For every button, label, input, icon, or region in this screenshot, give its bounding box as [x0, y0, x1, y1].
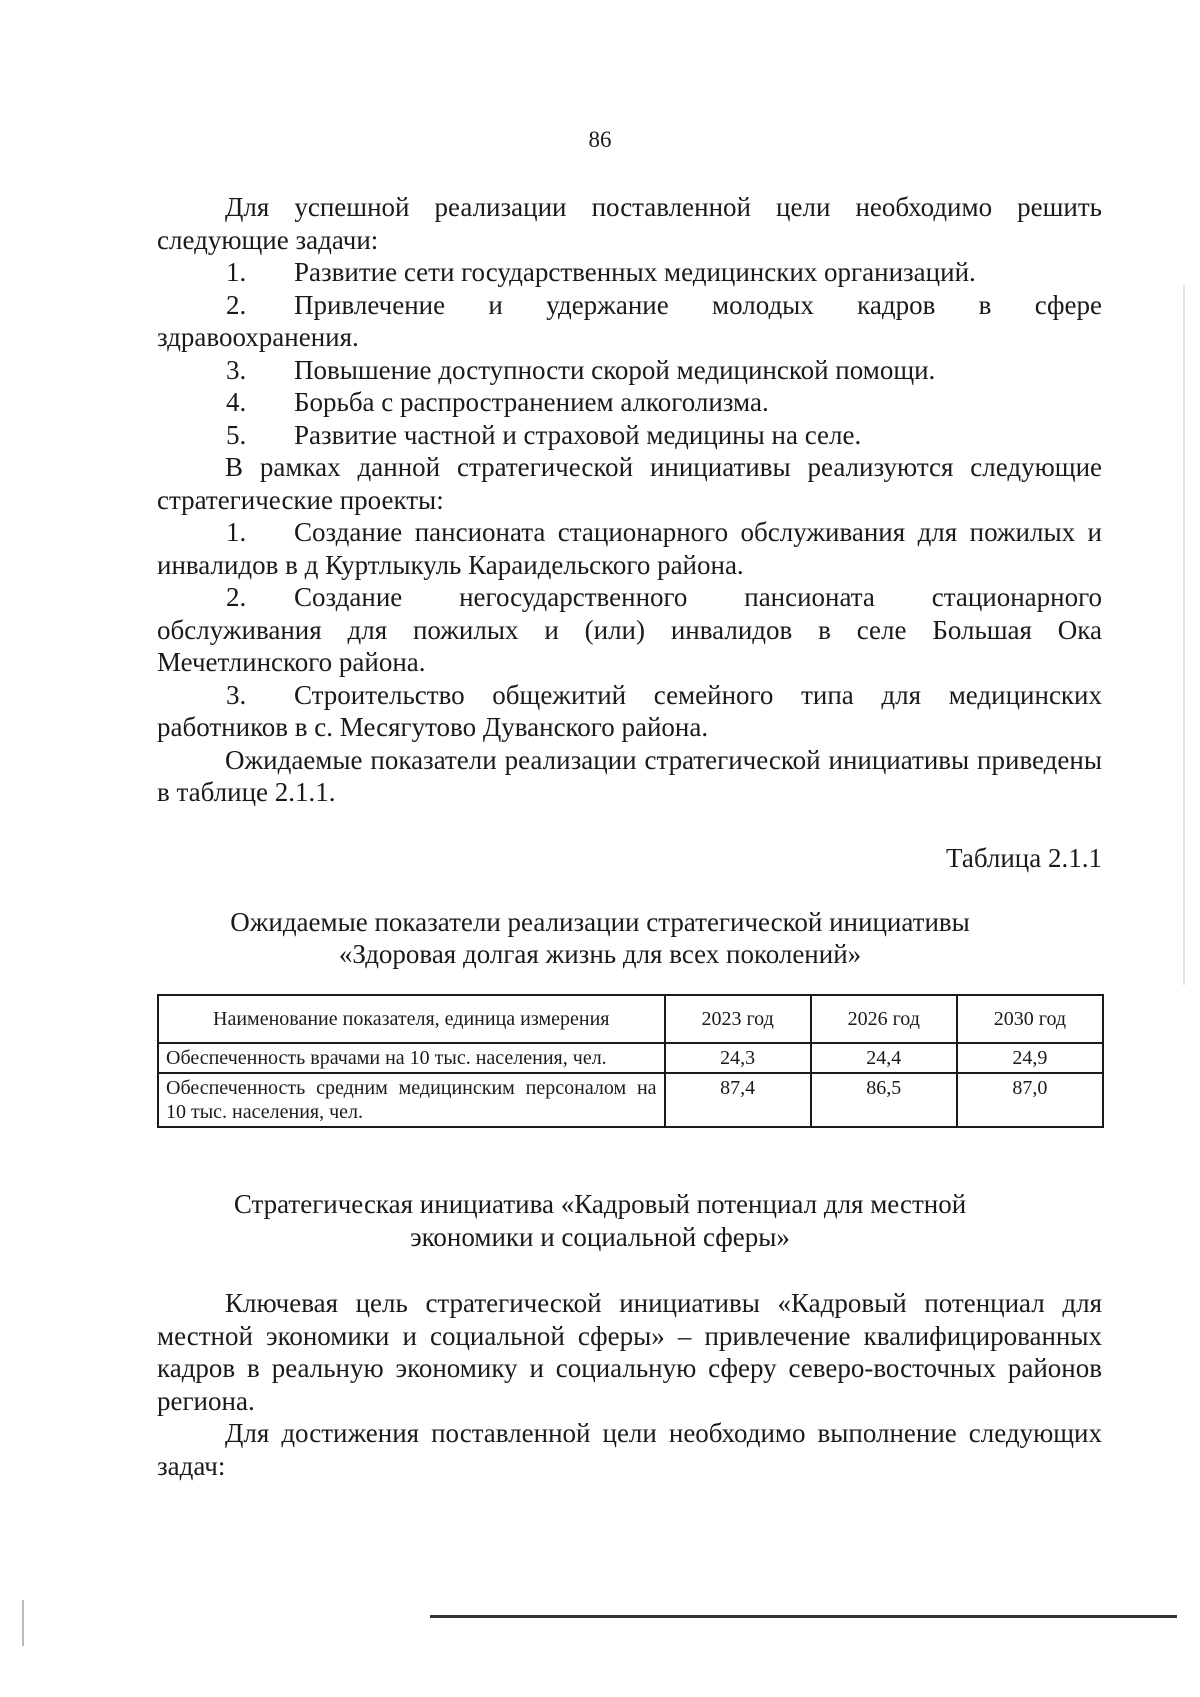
- section-heading: [0, 1188, 1200, 1254]
- table-cell: 86,5: [811, 1073, 957, 1127]
- table-title-line: Ожидаемые показатели реализации стратегической инициативы: [230, 907, 970, 937]
- table-cell: 24,3: [665, 1043, 811, 1073]
- upper-text-block: [157, 191, 1102, 809]
- achieve-paragraph: Для достижения поставленной цели необходимо выполнение следующих задач:: [157, 1418, 1102, 1481]
- expected-paragraph: Ожидаемые показатели реализации стратегической инициативы приведены в таблице 2.1.1.: [157, 744, 1102, 807]
- task-item: 3. Повышение доступности скорой медицинской помощи.: [226, 354, 936, 385]
- task-item: 2. Привлечение и удержание молодых кадров в сфере здравоохранения.: [157, 289, 1102, 352]
- task-item: 4. Борьба с распространением алкоголизма.: [226, 387, 769, 417]
- section-heading-line: Стратегическая инициатива «Кадровый потенциал для местной: [233, 1189, 967, 1219]
- table-cell: Обеспеченность врачами на 10 тыс. населения, чел.: [158, 1043, 665, 1073]
- table-cell: Обеспеченность средним медицинским персоналом на 10 тыс. населения, чел.: [158, 1073, 665, 1127]
- task-item: 5. Развитие частной и страховой медицины на селе.: [226, 419, 862, 450]
- scan-artifact-mark: [22, 1600, 24, 1646]
- header-cell: 2026 год: [811, 995, 957, 1043]
- project-item: 3. Строительство общежитий семейного типа для медицинских работников в с. Месягутово Дуванского района.: [157, 679, 1102, 742]
- header-cell: 2023 год: [665, 995, 811, 1043]
- task-item: 1. Развитие сети государственных медицинских организаций.: [226, 257, 976, 287]
- table-cell: 24,4: [811, 1043, 957, 1073]
- header-cell: 2030 год: [957, 995, 1103, 1043]
- table-title: [0, 906, 1200, 970]
- scan-artifact-line: [430, 1615, 1177, 1618]
- table-header-row: [158, 995, 1103, 1043]
- projects-intro-paragraph: В рамках данной стратегической инициативы реализуются следующие стратегические проекты:: [157, 452, 1102, 515]
- section-heading-line: экономики и социальной сферы»: [410, 1222, 790, 1252]
- page-number: 86: [588, 127, 612, 152]
- scan-artifact-edge: [1183, 285, 1185, 985]
- table-caption: Таблица 2.1.1: [946, 843, 1102, 873]
- project-item: 1. Создание пансионата стационарного обслуживания для пожилых и инвалидов в д Куртлыкуль Караидельского района.: [157, 517, 1102, 580]
- key-goal-paragraph: Ключевая цель стратегической инициативы «Кадровый потенциал для местной экономики и социальной сферы» – привлечение квалифицированных кадров в реальную экономику и социальную сферу северо-восточных районов региона.: [157, 1288, 1102, 1416]
- table-cell: 24,9: [957, 1043, 1103, 1073]
- table-cell: 87,0: [957, 1073, 1103, 1127]
- project-item: 2. Создание негосударственного пансионата стационарного обслуживания для пожилых и (или) инвалидов в селе Большая Ока Мечетлинского района.: [157, 582, 1102, 677]
- indicators-table: [157, 994, 1104, 1128]
- table-cell: 87,4: [665, 1073, 811, 1127]
- table-row: [158, 1073, 1103, 1127]
- table-title-line: «Здоровая долгая жизнь для всех поколений»: [338, 939, 862, 969]
- table-row: [158, 1043, 1103, 1073]
- lower-text-block: [157, 1287, 1102, 1482]
- header-cell: Наименование показателя, единица измерения: [158, 995, 665, 1043]
- intro-paragraph: Для успешной реализации поставленной цели необходимо решить следующие задачи:: [157, 192, 1102, 255]
